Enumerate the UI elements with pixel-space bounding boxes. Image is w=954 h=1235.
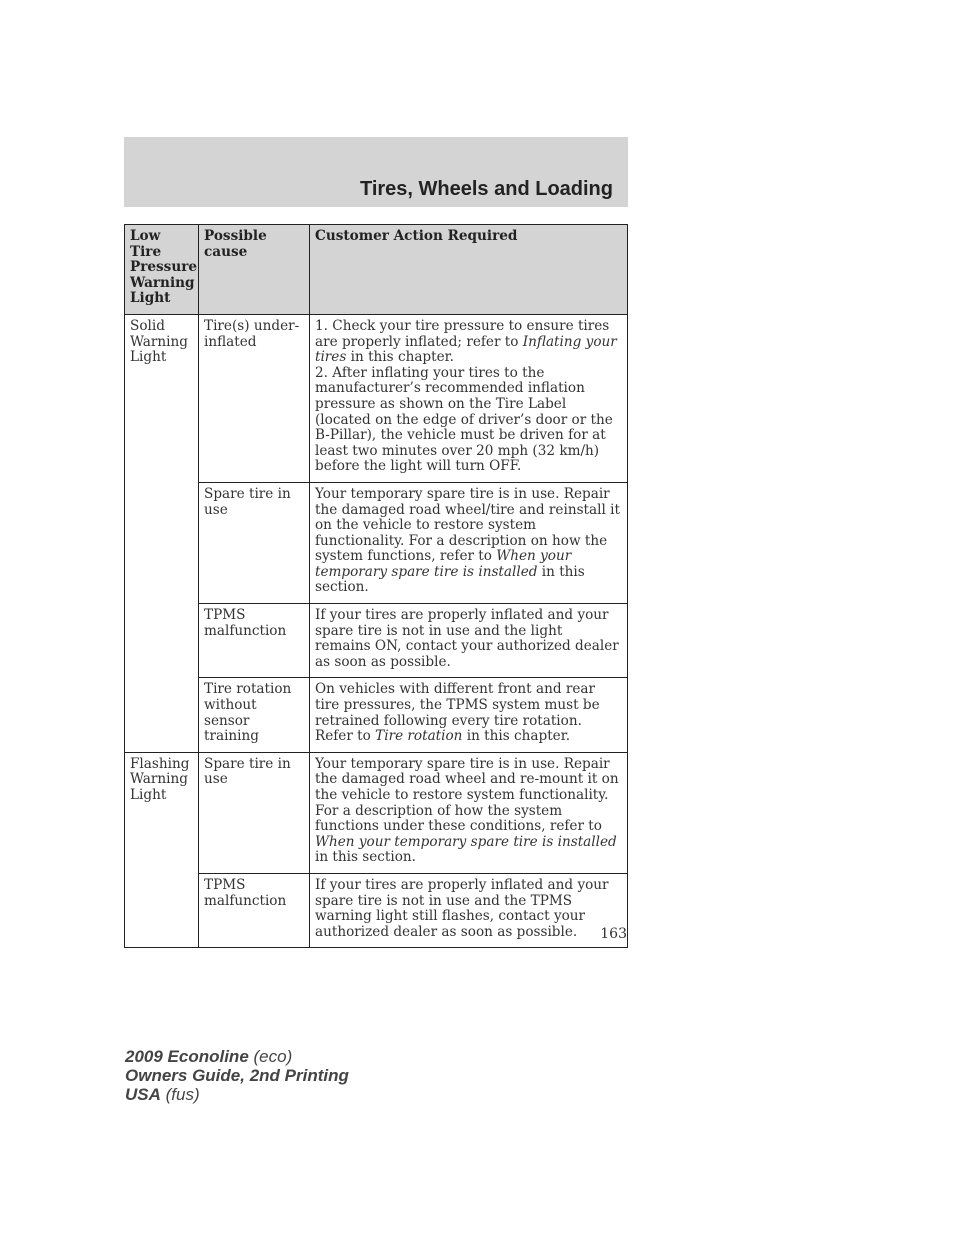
action-cell: If your tires are properly inflated and your spare tire is not in use and the light remains ON, contact your authorized dealer as soon as possible. bbox=[310, 604, 628, 678]
table-row bbox=[125, 752, 628, 873]
cause-cell: Tire rotation without sensor training bbox=[199, 678, 310, 752]
table-row bbox=[125, 678, 628, 752]
header-possible-cause: Possible cause bbox=[199, 225, 310, 315]
action-cell: Your temporary spare tire is in use. Repair the damaged road wheel/tire and reinstall it on the vehicle to restore system functionality. For a description on how the system functions, refer to When your temporary spare tire is installed in this section. bbox=[310, 482, 628, 603]
chapter-header bbox=[124, 137, 628, 207]
document-footer: 2009 Econoline (eco) Owners Guide, 2nd Printing USA (fus) bbox=[125, 1047, 349, 1104]
action-cell: Your temporary spare tire is in use. Repair the damaged road wheel and re-mount it on the vehicle to restore system functionality. For a description of how the system functions under these conditions, refer to When your temporary spare tire is installed in this section. bbox=[310, 752, 628, 873]
header-customer-action: Customer Action Required bbox=[310, 225, 628, 315]
table-row bbox=[125, 314, 628, 482]
table-row bbox=[125, 873, 628, 947]
chapter-title: Tires, Wheels and Loading bbox=[359, 178, 613, 200]
cause-cell: Spare tire in use bbox=[199, 482, 310, 603]
action-cell: 1. Check your tire pressure to ensure tires are properly inflated; refer to Inflating your tires in this chapter. 2. After inflating your tires to the manufacturer’s recommended inflation pressure as shown on the Tire Label (located on the edge of driver’s door or the B-Pillar), the vehicle must be driven for at least two minutes over 20 mph (32 km/h) before the light will turn OFF. bbox=[310, 314, 628, 482]
tpms-table bbox=[124, 224, 628, 948]
cause-cell: Tire(s) under-inflated bbox=[199, 314, 310, 482]
action-cell: On vehicles with different front and rear tire pressures, the TPMS system must be retrained following every tire rotation. Refer to Tire rotation in this chapter. bbox=[310, 678, 628, 752]
page-number: 163 bbox=[600, 926, 627, 942]
cause-cell: Spare tire in use bbox=[199, 752, 310, 873]
warning-light-cell: Solid Warning Light bbox=[125, 314, 199, 752]
cause-cell: TPMS malfunction bbox=[199, 873, 310, 947]
warning-light-cell: Flashing Warning Light bbox=[125, 752, 199, 948]
cause-cell: TPMS malfunction bbox=[199, 604, 310, 678]
table-row bbox=[125, 482, 628, 603]
action-cell: If your tires are properly inflated and your spare tire is not in use and the TPMS warning light still flashes, contact your authorized dealer as soon as possible. bbox=[310, 873, 628, 947]
table-header-row bbox=[125, 225, 628, 315]
table-row bbox=[125, 604, 628, 678]
header-warning-light: Low Tire Pressure Warning Light bbox=[125, 225, 199, 315]
